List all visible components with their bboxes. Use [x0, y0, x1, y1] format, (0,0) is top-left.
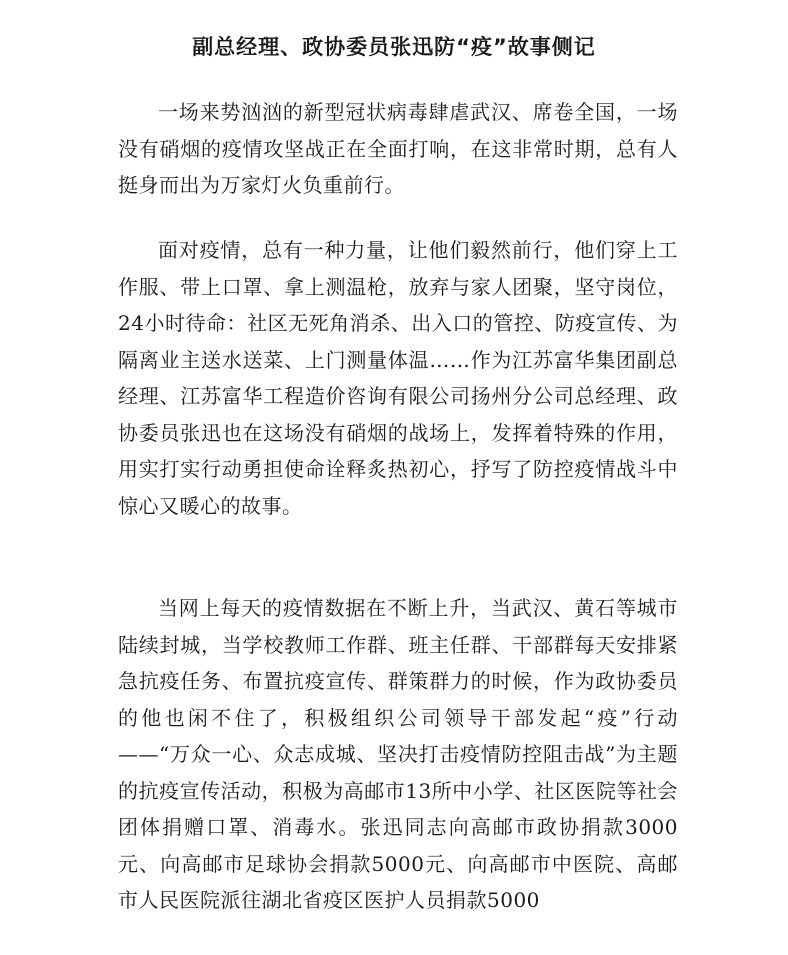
paragraph-donations: 当网上每天的疫情数据在不断上升，当武汉、黄石等城市陆续封城，当学校教师工作群、班主任群、干部群每天安排紧急抗疫任务、布置抗疫宣传、群策群力的时候，作为政协委员的他也闲不住了，积极组织公司领导干部发起“疫”行动——“万众一心、众志成城、坚决打击疫情防控阻击战”为主题的抗疫宣传活动，积极为高邮市13所中小学、社区医院等社会团体捐赠口罩、消毒水。张迅同志向高邮市政协捐款3000元、向高邮市足球协会捐款5000元、向高邮市中医院、高邮市人民医院派往湖北省疫区医护人员捐款5000 — [118, 596, 678, 912]
paragraph-intro: 一场来势汹汹的新型冠状病毒肆虐武汉、席卷全国，一场没有硝烟的疫情攻坚战正在全面打响，在这非常时期，总有人挺身而出为万家灯火负重前行。 — [118, 100, 678, 197]
article-title: 副总经理、政协委员张迅防“疫”故事侧记 — [192, 35, 596, 59]
paragraph-frontline: 面对疫情，总有一种力量，让他们毅然前行，他们穿上工作服、带上口罩、拿上测温枪，放弃与家人团聚，坚守岗位，24小时待命：社区无死角消杀、出入口的管控、防疫宣传、为隔离业主送水送菜、上门测量体温……作为江苏富华集团副总经理、江苏富华工程造价咨询有限公司扬州分公司总经理、政协委员张迅也在这场没有硝烟的战场上，发挥着特殊的作用，用实打实行动勇担使命诠释炙热初心，抒写了防控疫情战斗中惊心又暖心的故事。 — [118, 238, 678, 518]
